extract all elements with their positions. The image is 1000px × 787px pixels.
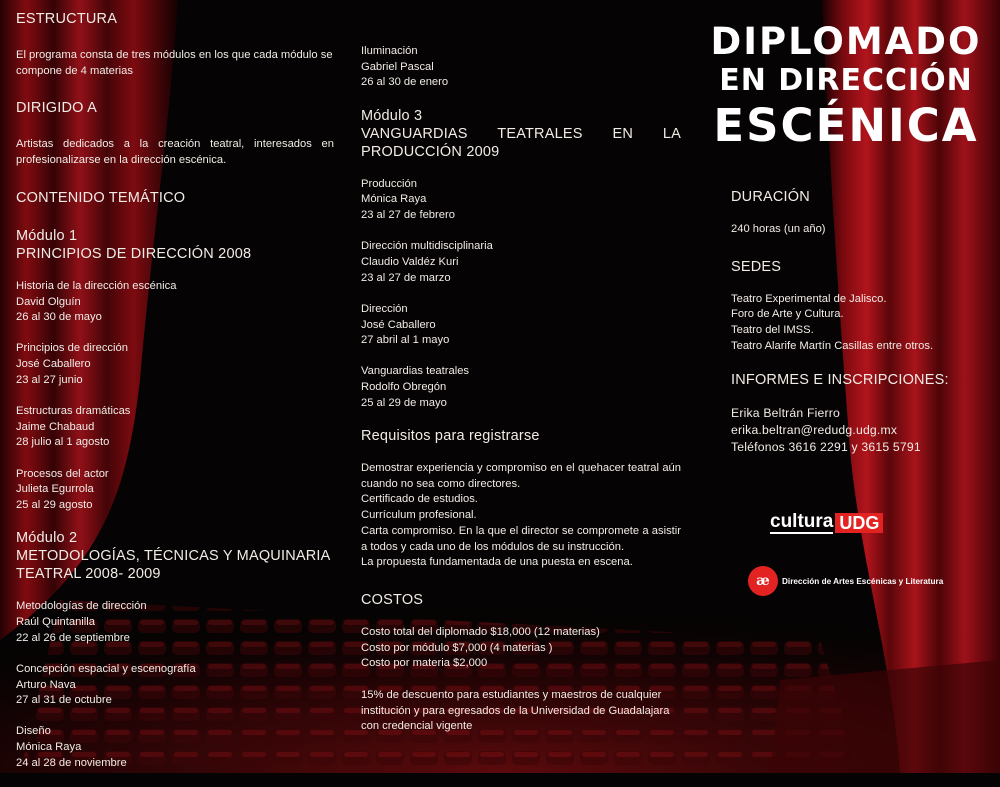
list-item xyxy=(16,724,334,771)
dirigido-heading: DIRIGIDO A xyxy=(16,100,97,117)
ae-icon: æ xyxy=(748,566,778,596)
list-item xyxy=(16,662,334,709)
teacher: Rodolfo Obregón xyxy=(361,381,447,394)
dates: 27 abril al 1 mayo xyxy=(361,334,450,347)
title-line-1: DIPLOMADO xyxy=(710,20,982,63)
requisito-item: Carta compromiso. En la que el director se compromete a asistir a todos y cada uno de los módulos de su instrucción. xyxy=(361,524,681,553)
teacher: Jaime Chabaud xyxy=(16,420,95,433)
dates: 26 al 30 de enero xyxy=(361,76,449,89)
list-item xyxy=(16,404,334,451)
discount-text: 15% de descuento para estudiantes y maestros de cualquier institución y para egresados de la Universidad de Guadalajara con credencial vigente xyxy=(361,689,670,733)
costo-line: Costo por materia $2,000 xyxy=(361,657,488,670)
requisitos-list xyxy=(361,461,681,571)
modulo2-name: METODOLOGÍAS, TÉCNICAS Y MAQUINARIA TEATRAL 2008- 2009 xyxy=(16,548,330,583)
sedes-heading: SEDES xyxy=(731,258,782,275)
subject: Producción xyxy=(361,177,417,190)
estructura-text: El programa consta de tres módulos en los que cada módulo se compone de 4 materias xyxy=(16,49,333,77)
contenido-heading: CONTENIDO TEMÁTICO xyxy=(16,189,186,206)
dates: 27 al 31 de octubre xyxy=(16,694,112,707)
dates: 23 al 27 de febrero xyxy=(361,209,455,222)
teacher: José Caballero xyxy=(361,318,436,331)
dates: 28 julio al 1 agosto xyxy=(16,436,110,449)
list-item xyxy=(361,239,681,286)
list-item xyxy=(16,279,334,326)
contact-name: Erika Beltrán Fierro xyxy=(731,405,840,420)
costo-line: Costo total del diplomado $18,000 (12 materias) xyxy=(361,625,600,638)
contact-email[interactable]: erika.beltran@redudg.udg.mx xyxy=(731,422,898,437)
cultura-logo-text: cultura xyxy=(770,511,834,532)
list-item xyxy=(361,44,681,91)
list-item xyxy=(361,177,681,224)
requisito-item: Demostrar experiencia y compromiso en el quehacer teatral aún cuando no sea como directores. xyxy=(361,462,681,490)
modulo2-label: Módulo 2 xyxy=(16,530,78,547)
sede-item: Teatro Experimental de Jalisco. xyxy=(731,292,887,305)
subject: Iluminación xyxy=(361,45,418,57)
dates: 24 al 28 de noviembre xyxy=(16,756,127,769)
teacher: Gabriel Pascal xyxy=(361,60,434,73)
subject: Estructuras dramáticas xyxy=(16,405,131,418)
subject: Vanguardias teatrales xyxy=(361,365,470,378)
requisito-item: Currículum profesional. xyxy=(361,509,477,522)
brochure-title xyxy=(706,22,986,152)
title-line-3: ESCÉNICA xyxy=(713,99,979,152)
column-left xyxy=(16,10,334,787)
subject: Dirección multidisciplinaria xyxy=(361,240,493,253)
sede-item: Teatro Alarife Martín Casillas entre otros. xyxy=(731,339,934,352)
list-item xyxy=(16,341,334,388)
costo-line: Costo por módulo $7,000 (4 materias ) xyxy=(361,641,553,654)
modulo1-name: PRINCIPIOS DE DIRECCIÓN 2008 xyxy=(16,245,252,262)
dirigido-text: Artistas dedicados a la creación teatral, interesados en profesionalizarse en la dirección escénica. xyxy=(16,138,334,167)
list-item xyxy=(16,599,334,646)
teacher: Mónica Raya xyxy=(361,193,427,206)
teacher: David Olguín xyxy=(16,295,81,308)
dates: 22 al 26 de septiembre xyxy=(16,631,130,644)
sedes-list xyxy=(731,292,981,355)
ae-logo-text: Dirección de Artes Escénicas y Literatura xyxy=(782,576,944,586)
subject: Procesos del actor xyxy=(16,467,109,480)
subject: Metodologías de dirección xyxy=(16,600,147,613)
costos-list xyxy=(361,625,681,672)
duracion-text: 240 horas (un año) xyxy=(731,223,826,235)
teacher: Mónica Raya xyxy=(16,741,82,754)
subject: Diseño xyxy=(16,725,51,738)
estructura-heading: ESTRUCTURA xyxy=(16,11,118,27)
teacher: Claudio Valdéz Kuri xyxy=(361,255,459,268)
dates: 23 al 27 de marzo xyxy=(361,271,451,284)
column-middle xyxy=(361,44,681,735)
sede-item: Foro de Arte y Cultura. xyxy=(731,308,844,321)
dates: 25 al 29 agosto xyxy=(16,499,93,512)
title-line-2: EN DIRECCIÓN xyxy=(719,63,973,98)
udg-logo-text: UDG xyxy=(835,513,883,533)
column-right xyxy=(731,188,981,456)
teacher: Arturo Nava xyxy=(16,678,76,691)
requisito-item: La propuesta fundamentada de una puesta en escena. xyxy=(361,556,633,569)
subject: Historia de la dirección escénica xyxy=(16,279,177,292)
teacher: Julieta Egurrola xyxy=(16,483,94,496)
teacher: Raúl Quintanilla xyxy=(16,615,95,628)
cultura-udg-logo xyxy=(770,512,883,534)
modulo3-label: Módulo 3 xyxy=(361,107,423,124)
informes-heading: INFORMES E INSCRIPCIONES: xyxy=(731,371,949,388)
artes-escenicas-logo xyxy=(748,566,943,596)
modulo1-label: Módulo 1 xyxy=(16,227,78,244)
subject: Dirección xyxy=(361,302,408,315)
modulo3-name: VANGUARDIAS TEATRALES EN LA PRODUCCIÓN 2009 xyxy=(361,125,681,160)
dates: 26 al 30 de mayo xyxy=(16,311,102,324)
contact-phones: Teléfonos 3616 2291 y 3615 5791 xyxy=(731,439,921,454)
subject: Principios de dirección xyxy=(16,342,128,355)
dates: 23 al 27 junio xyxy=(16,373,83,386)
duracion-heading: DURACIÓN xyxy=(731,189,810,205)
teacher: José Caballero xyxy=(16,358,91,371)
requisitos-heading: Requisitos para registrarse xyxy=(361,428,540,445)
sede-item: Teatro del IMSS. xyxy=(731,324,814,337)
requisito-item: Certificado de estudios. xyxy=(361,493,478,506)
list-item xyxy=(16,467,334,514)
costos-heading: COSTOS xyxy=(361,591,424,608)
list-item xyxy=(361,364,681,411)
dates: 25 al 29 de mayo xyxy=(361,396,447,409)
list-item xyxy=(361,302,681,349)
subject: Concepción espacial y escenografía xyxy=(16,662,196,675)
